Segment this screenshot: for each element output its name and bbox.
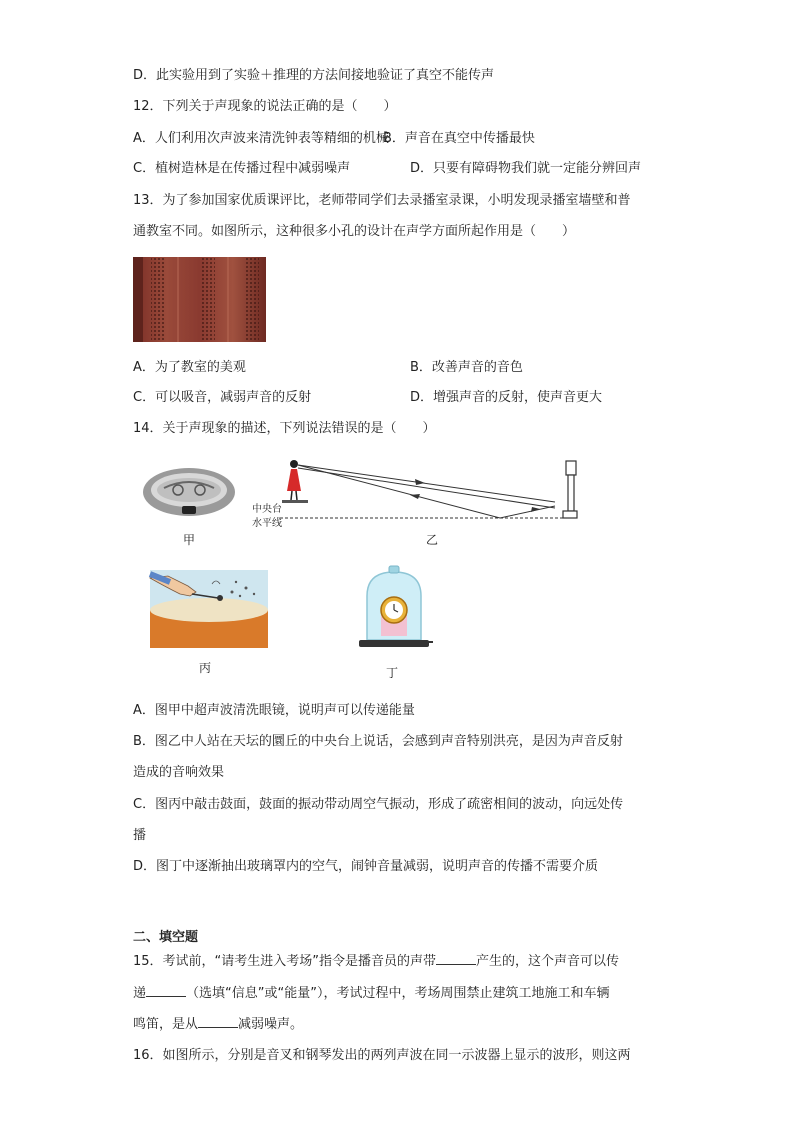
q15-text-3a: 鸣笛，是从 [133,1017,199,1032]
q14-option-c-line2: 播 [133,828,147,843]
q14-option-b-line2: 造成的音响效果 [133,765,225,780]
q11-option-d: D．此实验用到了实验＋推理的方法间接地验证了真空不能传声 [133,68,495,83]
figure-yi-caption: 乙 [426,533,439,547]
label-horizontal-line: 水平线 [252,518,282,529]
q15-blank-1[interactable] [436,952,476,965]
figure-ding-caption: 丁 [386,666,399,680]
q15-text-3b: 减弱噪声。 [238,1017,304,1032]
echo-diagram [250,458,585,528]
ultrasonic-cleaner-image [140,462,238,520]
q14-option-c-line1: C．图丙中敲击鼓面，鼓面的振动带动周空气振动，形成了疏密相间的波动，向远处传 [133,797,624,812]
figure-bing-caption: 丙 [199,661,212,675]
q15-text-1b: 产生的，这个声音可以传 [476,954,620,969]
q12-option-d: D．只要有障碍物我们就一定能分辨回声 [410,161,642,176]
q15-blank-3[interactable] [198,1015,238,1028]
section-title-fill-in: 二、填空题 [133,930,199,945]
q15-blank-2[interactable] [146,984,186,997]
perforated-wall-image [133,257,266,342]
q13-option-a: A．为了教室的美观 [133,360,246,375]
q13-option-b: B．改善声音的音色 [410,360,523,375]
label-center-platform: 中央台 [252,504,282,515]
q14-option-d: D．图丁中逐渐抽出玻璃罩内的空气，闹钟音量减弱，说明声音的传播不需要介质 [133,859,599,874]
q15-line3 [133,1015,303,1034]
q12-option-b: B．声音在真空中传播最快 [383,131,535,146]
q14-option-a: A．图甲中超声波清洗眼镜，说明声可以传递能量 [133,703,415,718]
q12-option-c: C．植树造林是在传播过程中减弱噪声 [133,161,351,176]
q14-option-b-line1: B．图乙中人站在天坛的圜丘的中央台上说话，会感到声音特别洪亮，是因为声音反射 [133,734,623,749]
q14-stem: 14．关于声现象的描述，下列说法错误的是（ ） [133,421,436,436]
q15-text-2a: 递 [133,986,147,1001]
bell-jar-clock-image [355,562,433,652]
q13-option-c: C．可以吸音，减弱声音的反射 [133,390,312,405]
q15-line1 [133,952,619,971]
q13-stem-line2: 通教室不同。如图所示，这种很多小孔的设计在声学方面所起作用是（ ） [133,224,576,239]
q15-line2 [133,984,609,1003]
q16-stem: 16．如图所示，分别是音叉和钢琴发出的两列声波在同一示波器上显示的波形，则这两 [133,1048,631,1063]
q13-stem-line1: 13．为了参加国家优质课评比，老师带同学们去录播室录课，小明发现录播室墙壁和普 [133,193,631,208]
figure-jia-caption: 甲 [183,533,196,547]
q12-option-a: A．人们利用次声波来清洗钟表等精细的机械 [133,131,389,146]
drum-image [150,570,268,648]
q13-option-d: D．增强声音的反射，使声音更大 [410,390,603,405]
q12-stem: 12．下列关于声现象的说法正确的是（ ） [133,99,397,114]
q15-text-1a: 15．考试前，“请考生进入考场”指令是播音员的声带 [133,954,437,969]
q15-text-2b: （选填“信息”或“能量”），考试过程中，考场周围禁止建筑工地施工和车辆 [186,986,610,1001]
